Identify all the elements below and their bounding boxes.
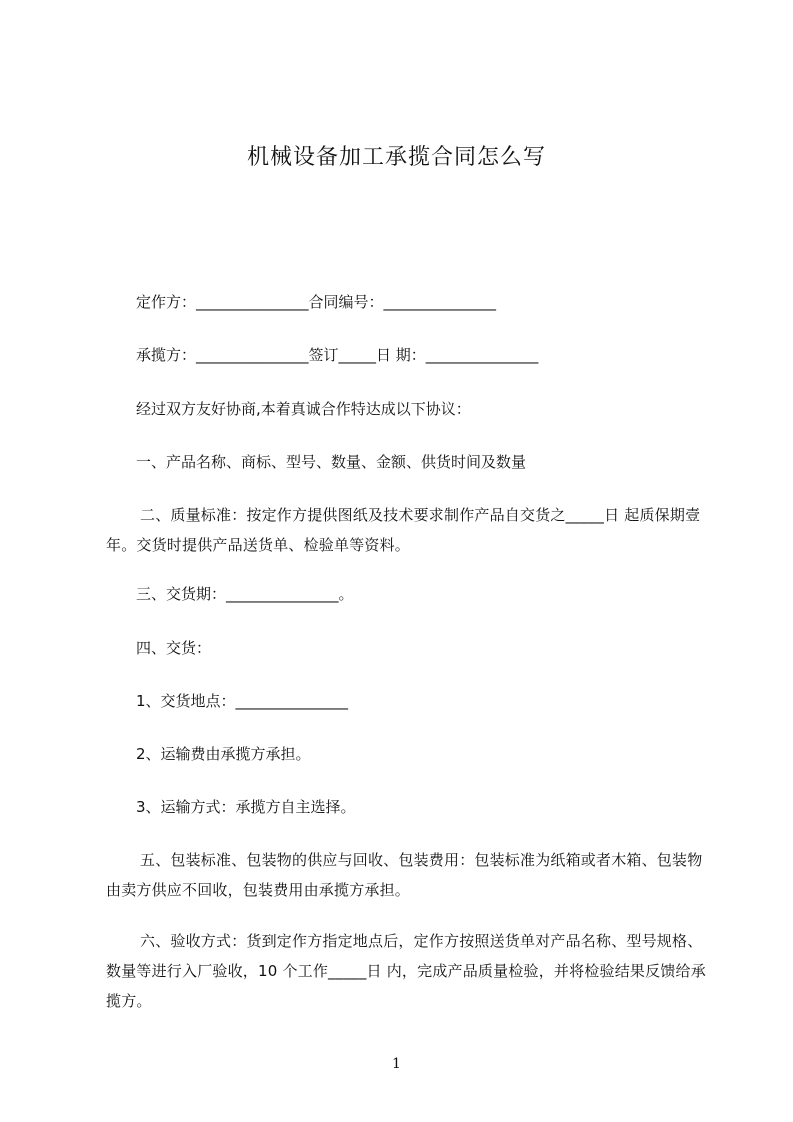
clause-4-3-transport-method: 3、运输方式：承揽方自主选择。 bbox=[136, 798, 356, 816]
clause-2-quality-standard: 二、质量标准：按定作方提供图纸及技术要求制作产品自交货之_____日 起质保期壹年。交货时提供产品送货单、检验单等资料。 bbox=[106, 506, 701, 554]
clause-5-packaging: 五、包装标准、包装物的供应与回收、包装费用：包装标准为纸箱或者木箱、包装物由卖方供应不回收，包装费用由承揽方承担。 bbox=[106, 851, 703, 899]
page-number: 1 bbox=[392, 1056, 401, 1072]
clause-3-delivery-period: 三、交货期：_______________。 bbox=[136, 585, 354, 603]
document-title: 机械设备加工承揽合同怎么写 bbox=[246, 145, 546, 170]
clause-6-acceptance: 六、验收方式：货到定作方指定地点后，定作方按照送货单对产品名称、型号规格、数量等进行入厂验收，10 个工作_____日 内，完成产品质量检验，并将检验结果反馈给承揽方。 bbox=[106, 932, 706, 1010]
contractor-and-sign-date-line: 承揽方：_______________签订_____日 期：_______________ bbox=[136, 346, 539, 364]
clause-4-delivery-heading: 四、交货： bbox=[136, 639, 212, 657]
clause-4-1-delivery-location: 1、交货地点：_______________ bbox=[136, 692, 349, 710]
clause-1-product-info: 一、产品名称、商标、型号、数量、金额、供货时间及数量 bbox=[136, 453, 527, 471]
party-and-contract-number-line: 定作方：_______________合同编号：_______________ bbox=[136, 293, 497, 311]
intro-line: 经过双方友好协商,本着真诚合作特达成以下协议： bbox=[136, 400, 471, 418]
clause-4-2-transport-fee: 2、运输费由承揽方承担。 bbox=[136, 745, 311, 763]
